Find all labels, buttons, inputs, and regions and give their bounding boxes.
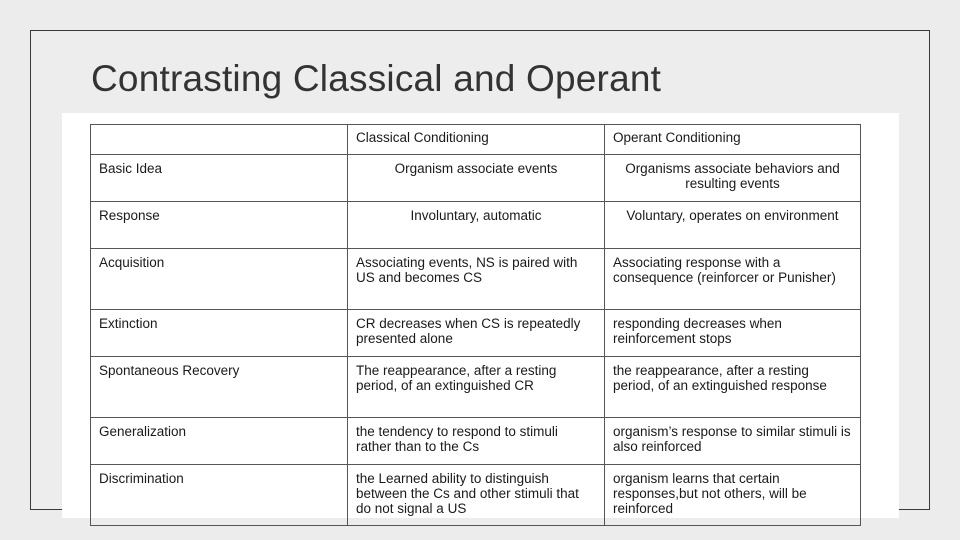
header-cell-empty bbox=[91, 125, 348, 155]
classical-cell: the tendency to respond to stimuli rather than to the Cs bbox=[348, 418, 605, 465]
row-label: Response bbox=[91, 202, 348, 249]
row-label: Generalization bbox=[91, 418, 348, 465]
table-row bbox=[91, 357, 861, 418]
table-row bbox=[91, 418, 861, 465]
header-operant: Operant Conditioning bbox=[605, 125, 861, 155]
table-header-row bbox=[91, 125, 861, 155]
operant-cell: responding decreases when reinforcement stops bbox=[605, 310, 861, 357]
table-row bbox=[91, 202, 861, 249]
row-label: Basic Idea bbox=[91, 155, 348, 202]
classical-cell: Organism associate events bbox=[348, 155, 605, 202]
classical-cell: Involuntary, automatic bbox=[348, 202, 605, 249]
operant-cell: Associating response with a consequence (reinforcer or Punisher) bbox=[605, 249, 861, 310]
comparison-table bbox=[90, 124, 861, 526]
operant-cell: organism’s response to similar stimuli is also reinforced bbox=[605, 418, 861, 465]
classical-cell: The reappearance, after a resting period, of an extinguished CR bbox=[348, 357, 605, 418]
row-label: Acquisition bbox=[91, 249, 348, 310]
header-classical: Classical Conditioning bbox=[348, 125, 605, 155]
table-row bbox=[91, 155, 861, 202]
operant-cell: Voluntary, operates on environment bbox=[605, 202, 861, 249]
operant-cell: Organisms associate behaviors and resulting events bbox=[605, 155, 861, 202]
table-row bbox=[91, 465, 861, 526]
slide-title: Contrasting Classical and Operant bbox=[91, 58, 662, 99]
row-label: Extinction bbox=[91, 310, 348, 357]
operant-cell: the reappearance, after a resting period, of an extinguished response bbox=[605, 357, 861, 418]
classical-cell: CR decreases when CS is repeatedly presented alone bbox=[348, 310, 605, 357]
row-label: Spontaneous Recovery bbox=[91, 357, 348, 418]
table-row bbox=[91, 249, 861, 310]
classical-cell: the Learned ability to distinguish between the Cs and other stimuli that do not signal a US bbox=[348, 465, 605, 526]
classical-cell: Associating events, NS is paired with US and becomes CS bbox=[348, 249, 605, 310]
operant-cell: organism learns that certain responses,but not others, will be reinforced bbox=[605, 465, 861, 526]
row-label: Discrimination bbox=[91, 465, 348, 526]
table-row bbox=[91, 310, 861, 357]
table-image bbox=[62, 113, 899, 518]
